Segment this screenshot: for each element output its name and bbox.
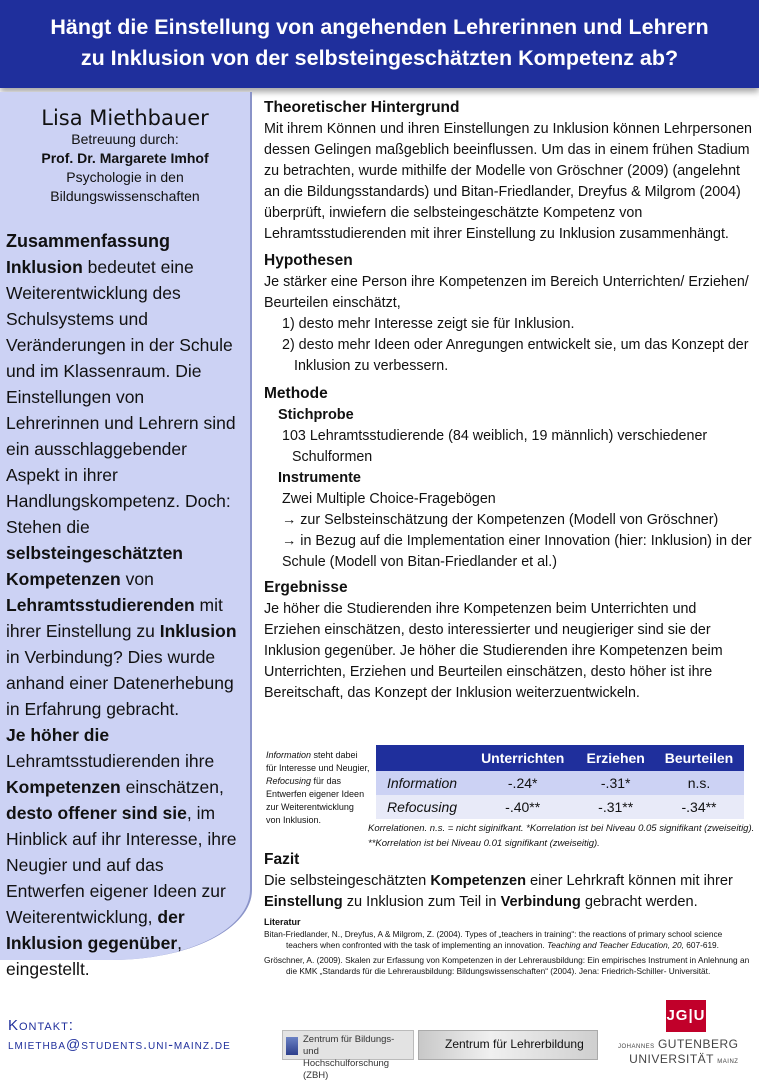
author-name: Lisa Miethbauer (41, 106, 209, 130)
table-header: Beurteilen (654, 745, 744, 771)
reference-2: Gröschner, A. (2009). Skalen zur Erfassung von Kompetenzen in der Lehrerausbildung: Ein empirisches Instrument in Anlehnung an die KMK „Standards für die Lehrerausbildung: Bildungswissenschaften“ (2004). Jena: Friedrich-Schiller- Universität. (264, 954, 750, 976)
table-header-empty (376, 745, 468, 771)
university-name: JOHANNES GUTENBERG UNIVERSITÄT MAINZ (618, 1037, 739, 1066)
literature-heading: Literatur (264, 917, 301, 927)
title-line-2: zu Inklusion von der selbsteingeschätzten Kompetenz ab? (80, 46, 679, 70)
instrument-1: Zwei Multiple Choice-Fragebögen (282, 491, 496, 507)
table-header: Unterrichten (468, 745, 577, 771)
summary-paragraph-2: Je höher die Lehramtsstudierenden ihre Kompetenzen einschätzen, desto offener sind sie, im Hinblick auf ihr Interesse, ihre Neugier und auf das Entwerfen eigener Ideen zur Weiterentwicklung, der Inklusion gegenüber, eingestellt. (6, 725, 237, 979)
hypothesis-1: 1) desto mehr Interesse zeigt sie für Inklusion. (282, 316, 575, 332)
theory-text: Mit ihrem Können und ihren Einstellungen zu Inklusion können Lehrpersonen dessen Gelingen maßgeblich beeinflussen. Um das in einem frühen Stadium zu betrachten, wurde mithilfe der Modelle von Gröschner (2009) (angelehnt an die Bildungsstandards) und Bitan-Friedlander, Dreyfus & Milgrom (2004) überprüft, inwiefern die selbsteingeschätzte Kompetenz von Lehramtsstudierenden mit ihrer Einstellung zu Inklusion zusammenhängt. (264, 121, 752, 242)
table-note: Information steht dabei für Interesse und Neugier, Refocusing für das Entwerfen eigener Ideen zur Weiterentwicklung von Inklusion. (266, 750, 370, 825)
conclusion-text: Die selbsteingeschätzten Kompetenzen einer Lehrkraft können mit ihrer Einstellung zu Inklusion zum Teil in Verbindung gebracht werden. (264, 873, 733, 910)
results-table (376, 745, 744, 819)
table-footnote: Korrelationen. n.s. = nicht siginifkant. *Korrelation ist bei Niveau 0.05 signifikant (zweiseitig). **Korrelation ist bei Niveau 0.01 signifikant (zweiseitig). (368, 823, 755, 849)
supervision-label: Betreuung durch: (71, 131, 179, 147)
contact-email[interactable]: lmiethba@students.uni-mainz.de (8, 1036, 231, 1052)
sample-text: 103 Lehramtsstudierende (84 weiblich, 19 männlich) verschiedener Schulformen (282, 428, 708, 465)
summary-heading: Zusammenfassung (6, 231, 171, 251)
zbh-logo-line-1: Zentrum für Bildungs- und (303, 1034, 395, 1057)
title-line-1: Hängt die Einstellung von angehenden Lehrerinnen und Lehrern (50, 15, 709, 39)
results-heading: Ergebnisse (264, 579, 348, 596)
table-cell: n.s. (654, 771, 744, 795)
table-row (376, 795, 744, 819)
main-content (264, 97, 755, 976)
hypotheses-heading: Hypothesen (264, 252, 353, 269)
hypotheses-intro: Je stärker eine Person ihre Kompetenzen im Bereich Unterrichten/ Erziehen/ Beurteilen einschätzt, (264, 274, 749, 311)
method-heading: Methode (264, 385, 328, 402)
zbh-logo-line-2: Hochschulforschung (ZBH) (303, 1058, 390, 1081)
theory-heading: Theoretischer Hintergrund (264, 99, 460, 116)
conclusion-heading: Fazit (264, 851, 300, 868)
table-cell: -.24* (468, 771, 577, 795)
table-cell: -.31* (577, 771, 654, 795)
zbh-logo (282, 1030, 414, 1081)
jgu-logo: JG|U (666, 1000, 706, 1032)
summary (0, 228, 250, 982)
left-panel (0, 92, 252, 979)
instruments-heading: Instrumente (278, 470, 361, 486)
results-text: Je höher die Studierenden ihre Kompetenzen beim Unterrichten und Erziehen einschätzen, desto interessierter und neugieriger sind sie der Inklusion gegenüber. Je höher die Studierenden ihre Kompetenzen beim Unterrichten, Erziehen und Beurteilen einschätzen, desto höher ist ihre Bereitschaft, das Konzept der Inklusion weiterzuentwickeln. (264, 601, 723, 701)
contact-label: Kontakt: (8, 1017, 74, 1034)
poster-title (0, 0, 759, 88)
department-line-2: Bildungswissenschaften (50, 188, 200, 204)
literature (264, 917, 754, 978)
zentrum-lehrerbildung-logo: Zentrum für Lehrerbildung (418, 1030, 598, 1060)
instrument-2: → zur Selbsteinschätzung der Kompetenzen (Modell von Gröschner) (282, 512, 719, 528)
professor-name: Prof. Dr. Margarete Imhof (41, 150, 209, 166)
table-cell: Information (376, 771, 468, 795)
contact (8, 1016, 231, 1054)
table-header: Erziehen (577, 745, 654, 771)
sample-heading: Stichprobe (278, 407, 354, 423)
table-cell: -.31** (577, 795, 654, 819)
department-line-1: Psychologie in den (66, 169, 184, 185)
hypothesis-2: 2) desto mehr Ideen oder Anregungen entwickelt sie, um das Konzept der Inklusion zu verbessern. (282, 337, 749, 374)
table-row (376, 771, 744, 795)
table-cell: Refocusing (376, 795, 468, 819)
summary-paragraph-1: Inklusion bedeutet eine Weiterentwicklung des Schulsystems und Veränderungen in der Schule und im Klassenraum. Die Einstellungen von Lehrerinnen und Lehrern sind ein ausschlaggebender Aspekt in ihrer Handlungskompetenz. Doch: Stehen die selbsteingeschätzten Kompetenzen von Lehramtsstudierenden mit ihrer Einstellung zu Inklusion in Verbindung? Dies wurde anhand einer Datenerhebung in Erfahrung gebracht. (6, 257, 237, 719)
table-cell: -.34** (654, 795, 744, 819)
instrument-3: → in Bezug auf die Implementation einer Innovation (hier: Inklusion) in der Schule (Modell von Bitan-Friedlander et al.) (282, 533, 752, 570)
reference-1: Bitan-Friedlander, N., Dreyfus, A & Milgrom, Z. (2004). Types of „teachers in training“: the reactions of primary school science teachers when confronted with the task of implementing an innovation. Teaching and Teacher Education, 20, 607-619. (264, 928, 723, 950)
table-cell: -.40** (468, 795, 577, 819)
